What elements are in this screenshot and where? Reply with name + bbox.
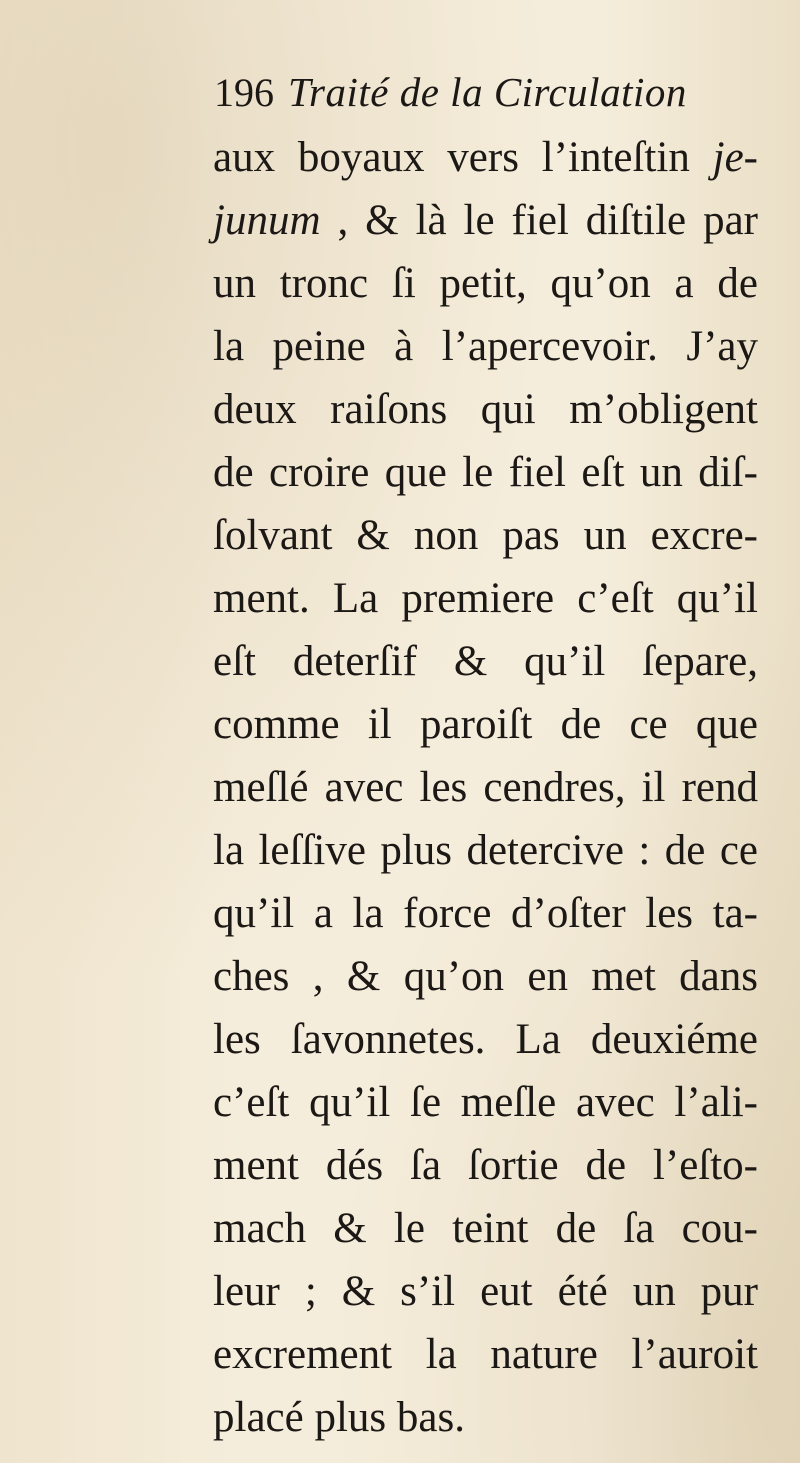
text-line: c’eſt qu’il ſe meſle avec l’ali- bbox=[213, 1079, 758, 1126]
text-line: ment dés ſa ſortie de l’eſto- bbox=[213, 1142, 758, 1189]
text-line: un tronc ſi petit, qu’on a de bbox=[213, 260, 758, 307]
text-line: de croire que le fiel eſt un diſ- bbox=[213, 449, 758, 496]
text-line: qu’il a la force d’oſter les ta- bbox=[213, 890, 758, 937]
text-line: ches , & qu’on en met dans bbox=[213, 953, 758, 1000]
body-text bbox=[213, 126, 758, 1449]
text-line: leur ; & s’il eut été un pur bbox=[213, 1268, 758, 1315]
text-line bbox=[213, 189, 758, 252]
text-line: mach & le teint de ſa cou- bbox=[213, 1205, 758, 1252]
text-line: meſlé avec les cendres, il rend bbox=[213, 764, 758, 811]
page-number: 196 bbox=[214, 70, 274, 115]
text-line: comme il paroiſt de ce que bbox=[213, 701, 758, 748]
text-line: placé plus bas. bbox=[213, 1394, 465, 1441]
text-line: ſolvant & non pas un excre- bbox=[213, 512, 758, 559]
italic-word: junum bbox=[213, 197, 321, 244]
text-line: la peine à l’apercevoir. J’ay bbox=[213, 323, 758, 370]
text-line: ment. La premiere c’eſt qu’il bbox=[213, 575, 758, 622]
italic-word: je- bbox=[712, 134, 758, 181]
text-line-content: aux boyaux vers l’inteſtin bbox=[213, 134, 690, 181]
running-title: Traité de la Circulation bbox=[288, 69, 687, 115]
text-line bbox=[213, 126, 758, 189]
text-line: deux raiſons qui m’obligent bbox=[213, 386, 758, 433]
text-line: eſt deterſif & qu’il ſepare, bbox=[213, 638, 758, 685]
text-line: les ſavonnetes. La deuxiéme bbox=[213, 1016, 758, 1063]
text-line: excrement la nature l’auroit bbox=[213, 1331, 758, 1378]
text-line-content: , & là le fiel diſtile par bbox=[320, 197, 758, 244]
text-line: la leſſive plus detercive : de ce bbox=[213, 827, 758, 874]
page-header bbox=[214, 68, 687, 128]
